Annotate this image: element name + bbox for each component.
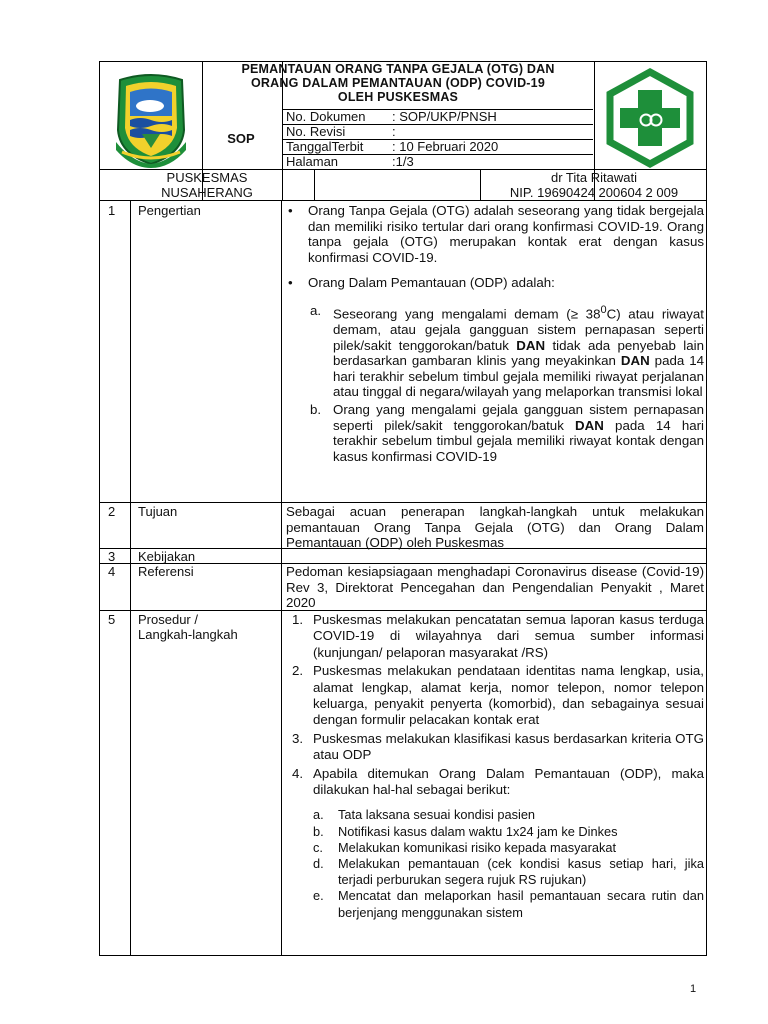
sop-header-table <box>99 61 707 201</box>
signer-name: dr Tita Ritawati <box>551 170 637 185</box>
procedure-step: 1. Puskesmas melakukan pencatatan semua laporan kasus terduga COVID-19 di wilayahnya dari semua sumber informasi (kunjungan/ pelaporan masyarakat /RS) <box>292 612 704 660</box>
row-number: 4 <box>108 564 116 579</box>
odp-criteria-a: a. Seseorang yang mengalami demam (≥ $38^0C$) atau riwayat demam, atau gejala gangguan sistem pernapasan seperti pilek/sakit tenggorokan/batuk DAN tidak ada penyebab lain berdasarkan gambaran klinis yang meyakinkan DAN pada 14 hari terakhir sebelum timbul gejala memiliki riwayat perjalanan atau tinggal di negara/wilayah yang melaporkan transmisi lokal <box>310 302 704 400</box>
procedure-substep: d. Melakukan pemantauan (cek kondisi kasus setiap hari, jika terjadi perburukan segera rujuk RS rujukan) <box>313 856 704 888</box>
row-label-pengertian: Pengertian <box>138 203 201 218</box>
row-number: 1 <box>108 203 116 218</box>
row-number: 3 <box>108 549 116 564</box>
prosedur-content <box>286 612 704 921</box>
signer-nip: NIP. 19690424 200604 2 009 <box>509 185 679 200</box>
procedure-substep: c. Melakukan komunikasi risiko kepada masyarakat <box>313 839 617 855</box>
row-label-tujuan: Tujuan <box>138 504 178 519</box>
row-label-kebijakan: Kebijakan <box>138 549 196 564</box>
meta-halaman: Halaman :1/3 <box>286 154 414 169</box>
title-line-1: PEMANTAUAN ORANG TANPA GEJALA (OTG) DAN <box>241 62 555 76</box>
meta-tanggal-terbit: TanggalTerbit : 10 Februari 2020 <box>286 139 499 154</box>
otg-definition: • Orang Tanpa Gejala (OTG) adalah seseorang yang tidak bergejala dan memiliki risiko tertular dari orang konfirmasi COVID-19. Orang tanpa gejala (OTG) merupakan kontak erat dengan kasus konfirmasi COVID-19. <box>286 203 704 265</box>
referensi-content: Pedoman kesiapsiagaan menghadapi Coronavirus disease (Covid-19) Rev 3, Direktorat Pencegahan dan Pengendalian Penyakit , Maret 2020 <box>286 564 704 611</box>
procedure-substep: e. Mencatat dan melaporkan hasil pemantauan secara rutin dan berjenjang menggunakan sistem <box>313 888 704 920</box>
puskesmas-cross-logo-icon <box>602 68 698 168</box>
procedure-substep: a. Tata laksana sesuai kondisi pasien <box>313 807 536 823</box>
regency-emblem-icon <box>112 72 190 168</box>
procedure-substep: b. Notifikasi kasus dalam waktu 1x24 jam ke Dinkes <box>313 823 618 839</box>
organization-name: PUSKESMAS NUSAHERANG <box>161 170 253 200</box>
row-number: 5 <box>108 612 116 627</box>
title-line-2: ORANG DALAM PEMANTAUAN (ODP) COVID-19 <box>251 76 545 90</box>
procedure-step: 4. Apabila ditemukan Orang Dalam Pemantauan (ODP), maka dilakukan hal-hal sebagai berikut: <box>292 765 704 798</box>
tujuan-content: Sebagai acuan penerapan langkah-langkah untuk melakukan pemantauan Orang Tanpa Gejala (OTG) dan Orang Dalam Pemantauan (ODP) oleh Puskesmas <box>286 504 704 551</box>
sop-label: SOP <box>227 131 255 146</box>
meta-no-dokumen: No. Dokumen : SOP/UKP/PNSH <box>286 109 497 124</box>
title-line-3: OLEH PUSKESMAS <box>337 90 459 104</box>
page-number: 1 <box>690 983 697 995</box>
row-label-referensi: Referensi <box>138 564 194 579</box>
procedure-substeps <box>286 807 704 920</box>
procedure-step: 3. Puskesmas melakukan klasifikasi kasus berdasarkan kriteria OTG atau ODP <box>292 730 704 763</box>
pengertian-content <box>286 203 704 464</box>
odp-intro: • Orang Dalam Pemantauan (ODP) adalah: <box>286 275 704 291</box>
odp-criteria-b: b. Orang yang mengalami gejala gangguan sistem pernapasan seperti pilek/sakit tenggorokan/batuk DAN pada 14 hari terakhir sebelum timbul gejala memiliki riwayat kontak dengan kasus konfirmasi COVID-19 <box>310 401 704 464</box>
row-number: 2 <box>108 504 116 519</box>
signer-block <box>480 170 708 200</box>
row-label-prosedur: Prosedur / Langkah-langkah <box>138 612 238 642</box>
meta-no-revisi: No. Revisi : <box>286 124 396 139</box>
procedure-step: 2. Puskesmas melakukan pendataan identitas nama lengkap, usia, alamat lengkap, alamat kerja, nomor telepon, nomor telepon keluarga, penyakit penyerta (komorbid), dan sebagainya sesuai dengan formulir pelacakan kontak erat <box>292 663 704 728</box>
document-title <box>204 62 592 104</box>
sop-body-table <box>99 201 707 956</box>
